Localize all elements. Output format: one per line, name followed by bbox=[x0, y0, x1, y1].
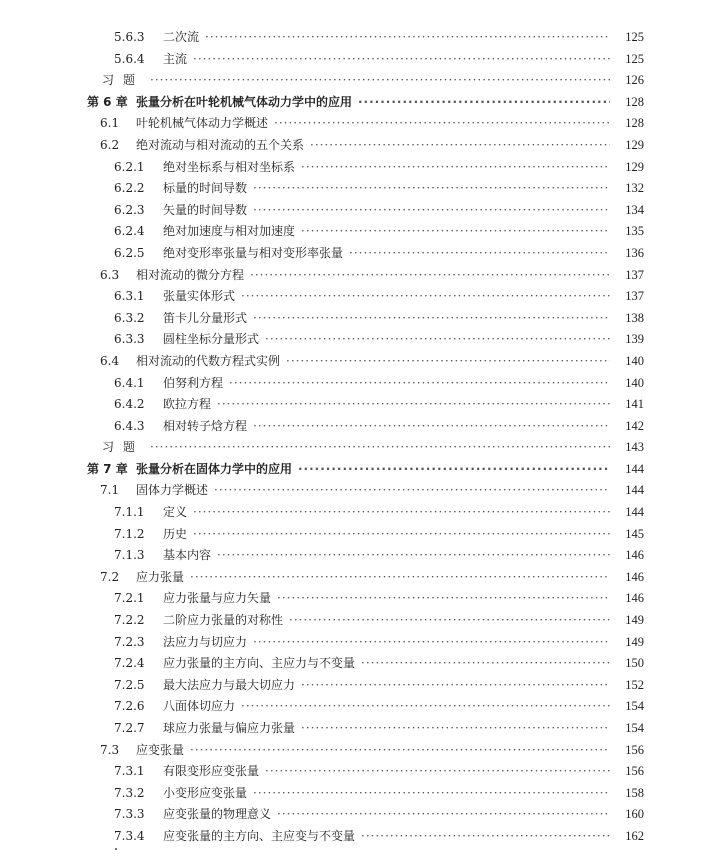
toc-entry-title: 笛卡儿分量形式 bbox=[163, 308, 251, 330]
toc-entry-number: 6.3 bbox=[100, 267, 120, 282]
toc-entry-row bbox=[0, 696, 720, 718]
toc-entry-title: 固体力学概述 bbox=[136, 480, 212, 502]
toc-entry-title: 张量分析在固体力学中的应用 bbox=[136, 459, 296, 481]
toc-entry-row bbox=[0, 567, 720, 589]
toc-entry-number: 7.3.2 bbox=[114, 785, 145, 800]
toc-page-number: 162 bbox=[610, 826, 644, 848]
toc-entry-row bbox=[0, 783, 720, 805]
toc-page-number: 144 bbox=[610, 502, 644, 524]
toc-page-number: 140 bbox=[610, 373, 644, 395]
dot-leader bbox=[298, 459, 624, 481]
toc-entry-title: 小变形应变张量 bbox=[163, 783, 251, 805]
toc-entry-title: 主流 bbox=[163, 49, 191, 71]
table-of-contents bbox=[0, 27, 720, 848]
toc-entry-title: 历史 bbox=[163, 524, 191, 546]
toc-entry-number: 7.3.1 bbox=[114, 764, 145, 779]
dot-leader bbox=[265, 329, 624, 351]
toc-entry-row bbox=[0, 329, 720, 351]
toc-page-number: 149 bbox=[610, 632, 644, 654]
toc-entry-number: 7.2.2 bbox=[114, 613, 145, 628]
dot-leader bbox=[253, 632, 624, 654]
toc-entry-row bbox=[0, 27, 720, 49]
dot-leader bbox=[253, 200, 624, 222]
toc-entry-number: 7.3 bbox=[100, 742, 120, 757]
toc-entry-title: 伯努利方程 bbox=[163, 373, 227, 395]
toc-entry-number: 5.6.3 bbox=[114, 30, 145, 44]
toc-entry-number: 第 7 章 bbox=[87, 461, 128, 476]
toc-page-number: 144 bbox=[610, 459, 644, 481]
toc-page-number: 126 bbox=[610, 70, 644, 92]
dot-leader bbox=[205, 27, 624, 49]
toc-page-number: 129 bbox=[610, 157, 644, 179]
toc-entry-row bbox=[0, 653, 720, 675]
dot-leader bbox=[217, 394, 624, 416]
toc-entry-row bbox=[0, 826, 720, 848]
toc-entry-row bbox=[0, 243, 720, 265]
toc-entry-title: 习题 bbox=[102, 437, 148, 459]
toc-entry-number: 7.2.1 bbox=[114, 591, 145, 606]
toc-entry-number: 7.1.3 bbox=[114, 548, 145, 563]
toc-entry-number: 7.2.3 bbox=[114, 634, 145, 649]
toc-entry-number: 7.1.2 bbox=[114, 526, 145, 541]
toc-page-number: 128 bbox=[610, 92, 644, 114]
toc-entry-title: 张量分析在叶轮机械气体动力学中的应用 bbox=[136, 92, 356, 114]
toc-entry-number: 第 6 章 bbox=[87, 94, 128, 109]
toc-entry-number: 7.3.4 bbox=[114, 828, 145, 843]
toc-page-number: 156 bbox=[610, 761, 644, 783]
toc-entry-row bbox=[0, 200, 720, 222]
dot-leader bbox=[301, 675, 624, 697]
toc-page-number: 138 bbox=[610, 308, 644, 330]
toc-entry-number: 6.2.2 bbox=[114, 181, 145, 196]
dot-leader bbox=[253, 416, 624, 438]
dot-leader bbox=[253, 178, 624, 200]
toc-entry-row bbox=[0, 610, 720, 632]
toc-page-number: 142 bbox=[610, 416, 644, 438]
toc-entry-title: 应力张量的主方向、主应力与不变量 bbox=[163, 653, 359, 675]
toc-entry-row bbox=[0, 545, 720, 567]
toc-page-number: 154 bbox=[610, 718, 644, 740]
toc-entry-title: 应变张量的主方向、主应变与不变量 bbox=[163, 826, 359, 848]
toc-entry-number: 6.4.1 bbox=[114, 375, 145, 390]
toc-entry-number: 7.2.5 bbox=[114, 677, 145, 692]
toc-page-number: 143 bbox=[610, 437, 644, 459]
toc-entry-title: 最大法应力与最大切应力 bbox=[163, 675, 299, 697]
toc-entry-row bbox=[0, 761, 720, 783]
toc-entry-row bbox=[0, 221, 720, 243]
toc-page-number: 140 bbox=[610, 351, 644, 373]
toc-entry-title: 八面体切应力 bbox=[163, 696, 239, 718]
toc-entry-row bbox=[0, 718, 720, 740]
toc-entry-title: 相对流动的微分方程 bbox=[136, 265, 248, 287]
toc-page-number: 129 bbox=[610, 135, 644, 157]
toc-entry-number: 6.2 bbox=[100, 137, 120, 152]
dot-leader bbox=[214, 480, 624, 502]
toc-entry-row bbox=[0, 157, 720, 179]
toc-page-number: 144 bbox=[610, 480, 644, 502]
toc-entry-row bbox=[0, 804, 720, 826]
dot-leader bbox=[190, 740, 624, 762]
toc-entry-row bbox=[0, 524, 720, 546]
dot-leader bbox=[301, 718, 624, 740]
toc-entry-number: 7.2.6 bbox=[114, 699, 145, 714]
toc-page-number: 141 bbox=[610, 394, 644, 416]
toc-entry-row bbox=[0, 308, 720, 330]
dot-leader bbox=[229, 373, 624, 395]
dot-leader bbox=[349, 243, 624, 265]
toc-exercise-row bbox=[0, 70, 720, 92]
toc-entry-row bbox=[0, 416, 720, 438]
toc-page-number: 125 bbox=[610, 27, 644, 49]
toc-page-number: 160 bbox=[610, 804, 644, 826]
dot-leader bbox=[358, 92, 624, 114]
toc-entry-number: 5.6.4 bbox=[114, 51, 145, 66]
toc-page-number: 158 bbox=[610, 783, 644, 805]
toc-entry-row bbox=[0, 286, 720, 308]
toc-entry-row bbox=[0, 675, 720, 697]
dot-leader bbox=[265, 761, 624, 783]
toc-entry-number: 6.3.2 bbox=[114, 310, 145, 325]
dot-leader bbox=[310, 135, 624, 157]
toc-entry-row bbox=[0, 113, 720, 135]
toc-page-number: 137 bbox=[610, 286, 644, 308]
toc-entry-title: 相对转子焓方程 bbox=[163, 416, 251, 438]
toc-entry-number: 6.4 bbox=[100, 353, 120, 368]
dot-leader bbox=[277, 804, 624, 826]
toc-entry-title: 二阶应力张量的对称性 bbox=[163, 610, 287, 632]
dot-leader bbox=[361, 653, 624, 675]
toc-entry-number: 6.1 bbox=[100, 116, 120, 131]
toc-entry-number: 6.3.3 bbox=[114, 332, 145, 347]
toc-entry-title: 应变张量的物理意义 bbox=[163, 804, 275, 826]
toc-entry-title: 二次流 bbox=[163, 27, 203, 49]
toc-entry-number: 7.1.1 bbox=[114, 505, 145, 520]
toc-entry-number: 7.3.3 bbox=[114, 807, 145, 822]
toc-entry-number: 6.2.4 bbox=[114, 224, 145, 239]
toc-entry-number: 7.2.7 bbox=[114, 721, 145, 735]
dot-leader bbox=[150, 70, 624, 92]
toc-page-number: 146 bbox=[610, 545, 644, 567]
scan-mark bbox=[115, 848, 117, 850]
toc-page-number: 149 bbox=[610, 610, 644, 632]
toc-entry-number: 6.4.2 bbox=[114, 397, 145, 412]
dot-leader bbox=[193, 524, 624, 546]
toc-entry-number: 6.2.3 bbox=[114, 202, 145, 217]
toc-page-number: 137 bbox=[610, 265, 644, 287]
toc-entry-title: 绝对变形率张量与相对变形率张量 bbox=[163, 243, 347, 265]
toc-entry-title: 标量的时间导数 bbox=[163, 178, 251, 200]
dot-leader bbox=[289, 610, 624, 632]
toc-entry-title: 球应力张量与偏应力张量 bbox=[163, 718, 299, 740]
dot-leader bbox=[361, 826, 624, 848]
toc-page-number: 125 bbox=[610, 49, 644, 71]
toc-entry-number: 6.2.1 bbox=[114, 159, 145, 174]
toc-chapter-row bbox=[0, 459, 720, 481]
toc-entry-title: 应变张量 bbox=[136, 740, 188, 762]
dot-leader bbox=[190, 567, 624, 589]
toc-page-number: 128 bbox=[610, 113, 644, 135]
toc-entry-title: 法应力与切应力 bbox=[163, 632, 251, 654]
toc-entry-title: 绝对加速度与相对加速度 bbox=[163, 221, 299, 243]
toc-entry-row bbox=[0, 373, 720, 395]
dot-leader bbox=[253, 308, 624, 330]
dot-leader bbox=[241, 286, 624, 308]
dot-leader bbox=[274, 113, 624, 135]
toc-entry-row bbox=[0, 351, 720, 373]
toc-entry-row bbox=[0, 49, 720, 71]
toc-page-number: 156 bbox=[610, 740, 644, 762]
dot-leader bbox=[241, 696, 624, 718]
toc-entry-title: 应力张量与应力矢量 bbox=[163, 588, 275, 610]
dot-leader bbox=[193, 49, 624, 71]
toc-entry-title: 欧拉方程 bbox=[163, 394, 215, 416]
toc-entry-number: 6.3.1 bbox=[114, 289, 145, 304]
toc-entry-row bbox=[0, 265, 720, 287]
toc-entry-row bbox=[0, 480, 720, 502]
toc-entry-title: 张量实体形式 bbox=[163, 286, 239, 308]
toc-entry-number: 6.2.5 bbox=[114, 245, 145, 260]
toc-page-number: 146 bbox=[610, 588, 644, 610]
dot-leader bbox=[277, 588, 624, 610]
toc-page-number: 139 bbox=[610, 329, 644, 351]
toc-entry-title: 矢量的时间导数 bbox=[163, 200, 251, 222]
toc-entry-row bbox=[0, 135, 720, 157]
toc-entry-title: 定义 bbox=[163, 502, 191, 524]
toc-entry-title: 有限变形应变张量 bbox=[163, 761, 263, 783]
toc-entry-row bbox=[0, 502, 720, 524]
toc-entry-title: 绝对流动与相对流动的五个关系 bbox=[136, 135, 308, 157]
toc-entry-title: 绝对坐标系与相对坐标系 bbox=[163, 157, 299, 179]
toc-page-number: 154 bbox=[610, 696, 644, 718]
toc-entry-row bbox=[0, 178, 720, 200]
toc-entry-title: 基本内容 bbox=[163, 545, 215, 567]
toc-entry-row bbox=[0, 632, 720, 654]
toc-entry-row bbox=[0, 588, 720, 610]
toc-page-number: 145 bbox=[610, 524, 644, 546]
toc-page-number: 152 bbox=[610, 675, 644, 697]
dot-leader bbox=[250, 265, 624, 287]
dot-leader bbox=[286, 351, 624, 373]
dot-leader bbox=[193, 502, 624, 524]
toc-exercise-row bbox=[0, 437, 720, 459]
toc-entry-title: 习题 bbox=[102, 70, 148, 92]
dot-leader bbox=[301, 221, 624, 243]
toc-chapter-row bbox=[0, 92, 720, 114]
dot-leader bbox=[301, 157, 624, 179]
toc-entry-number: 7.1 bbox=[100, 483, 120, 498]
toc-entry-number: 7.2 bbox=[100, 569, 120, 584]
toc-entry-number: 7.2.4 bbox=[114, 656, 145, 671]
dot-leader bbox=[150, 437, 624, 459]
toc-entry-row bbox=[0, 394, 720, 416]
dot-leader bbox=[217, 545, 624, 567]
dot-leader bbox=[253, 783, 624, 805]
toc-page-number: 135 bbox=[610, 221, 644, 243]
toc-entry-title: 圆柱坐标分量形式 bbox=[163, 329, 263, 351]
toc-entry-number: 6.4.3 bbox=[114, 418, 145, 433]
toc-entry-title: 相对流动的代数方程式实例 bbox=[136, 351, 284, 373]
toc-page-number: 136 bbox=[610, 243, 644, 265]
toc-page-number: 146 bbox=[610, 567, 644, 589]
toc-entry-title: 叶轮机械气体动力学概述 bbox=[136, 113, 272, 135]
toc-entry-row bbox=[0, 740, 720, 762]
toc-page-number: 150 bbox=[610, 653, 644, 675]
toc-page-number: 132 bbox=[610, 178, 644, 200]
toc-page-number: 134 bbox=[610, 200, 644, 222]
toc-entry-title: 应力张量 bbox=[136, 567, 188, 589]
